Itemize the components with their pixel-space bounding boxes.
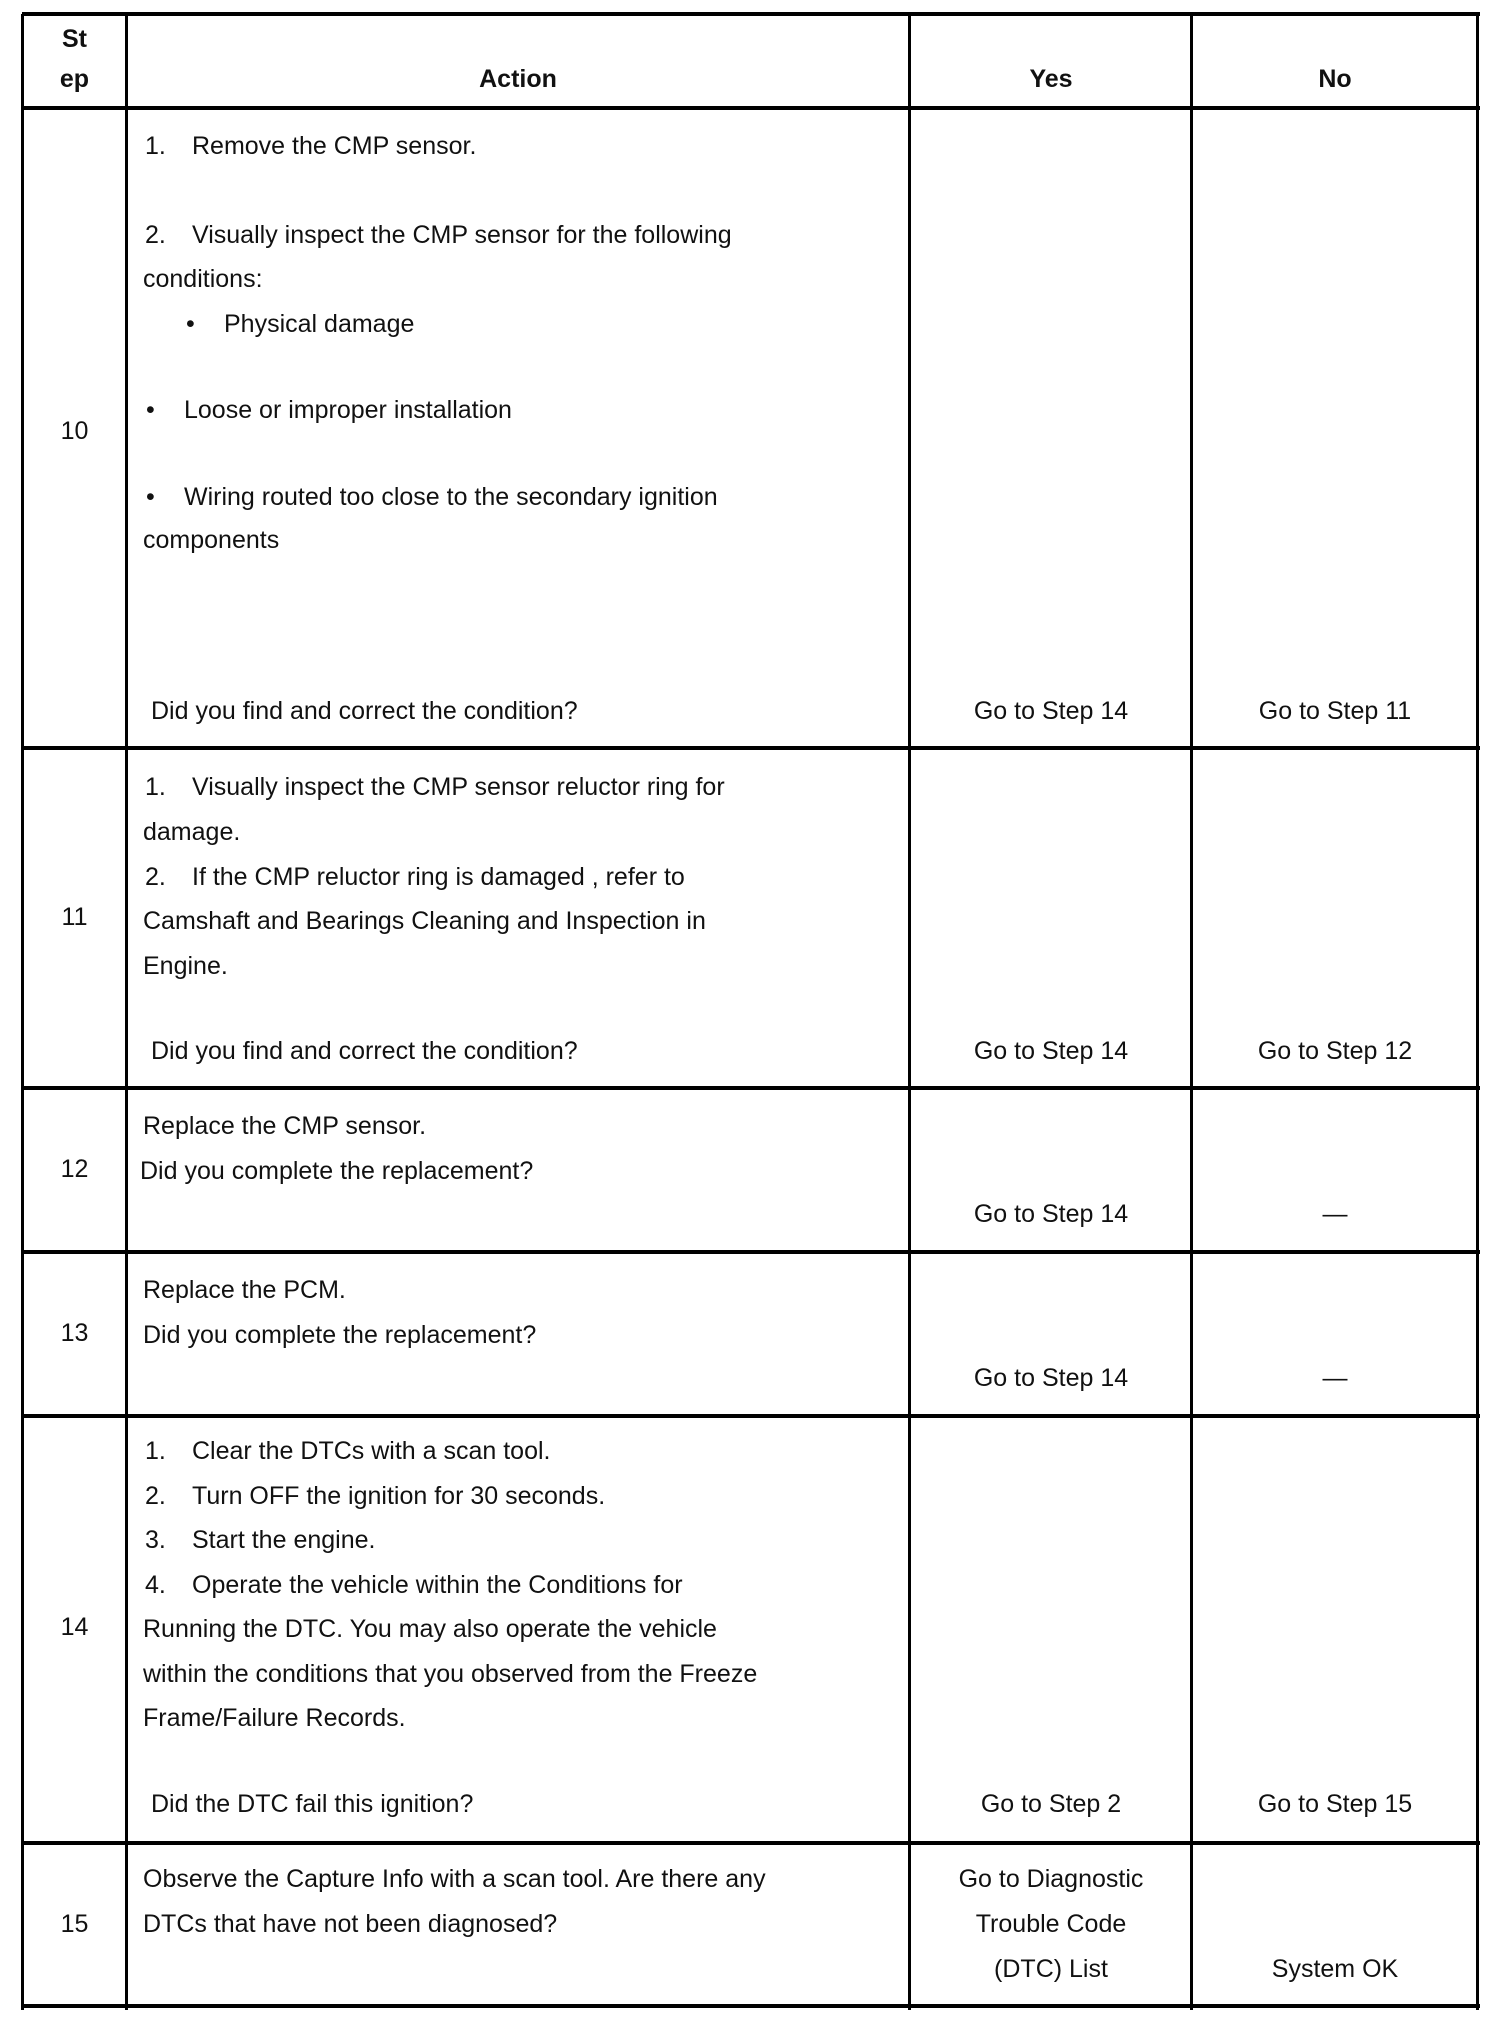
list-number: 2. xyxy=(145,863,166,891)
action-text: Operate the vehicle within the Conditions for xyxy=(192,1571,683,1599)
step-number: 14 xyxy=(60,1613,89,1641)
action-text: Start the engine. xyxy=(192,1526,376,1554)
yes-result: Go to Diagnostic xyxy=(958,1865,1144,1893)
step-number: 12 xyxy=(60,1155,89,1183)
action-text: Wiring routed too close to the secondary ignition xyxy=(184,483,718,511)
yes-result: Go to Step 14 xyxy=(973,1200,1129,1228)
action-text: Turn OFF the ignition for 30 seconds. xyxy=(192,1482,606,1510)
no-result: — xyxy=(1322,1364,1348,1392)
action-text: Engine. xyxy=(143,952,228,980)
yes-result: Go to Step 14 xyxy=(973,1364,1129,1392)
yes-result: Go to Step 14 xyxy=(973,1037,1129,1065)
table-border xyxy=(908,14,911,2010)
yes-result: Go to Step 14 xyxy=(973,697,1129,725)
header-step: ep xyxy=(59,65,90,93)
header-no: No xyxy=(1318,65,1352,93)
action-text: damage. xyxy=(143,818,241,846)
yes-result: Go to Step 2 xyxy=(980,1790,1122,1818)
table-border xyxy=(22,1841,1480,1845)
step-number: 15 xyxy=(60,1910,89,1938)
step-number: 10 xyxy=(60,417,89,445)
no-result: Go to Step 12 xyxy=(1257,1037,1413,1065)
list-number: 1. xyxy=(145,1437,166,1465)
question-text: Did you find and correct the condition? xyxy=(151,1037,578,1065)
action-text: components xyxy=(143,526,280,554)
action-text: Observe the Capture Info with a scan tool. Are there any xyxy=(143,1865,766,1893)
table-border xyxy=(22,1250,1480,1254)
action-text: If the CMP reluctor ring is damaged , refer to xyxy=(192,863,685,891)
table-border xyxy=(22,12,1480,16)
table-border xyxy=(1190,14,1193,2010)
action-text: Replace the CMP sensor. xyxy=(143,1112,427,1140)
table-border xyxy=(1476,14,1479,2010)
action-text: conditions: xyxy=(143,265,263,293)
list-number: 3. xyxy=(145,1526,166,1554)
no-result: Go to Step 11 xyxy=(1258,697,1412,725)
action-text: Frame/Failure Records. xyxy=(143,1704,406,1732)
table-border xyxy=(125,14,128,2010)
action-text: Running the DTC. You may also operate the vehicle xyxy=(143,1615,717,1643)
list-number: 4. xyxy=(145,1571,166,1599)
no-result: Go to Step 15 xyxy=(1257,1790,1413,1818)
table-border xyxy=(21,14,24,2010)
yes-result: Trouble Code xyxy=(975,1910,1127,1938)
bullet: • xyxy=(186,310,195,338)
question-text: Did you complete the replacement? xyxy=(143,1321,537,1349)
no-result: — xyxy=(1322,1200,1348,1228)
action-text: Clear the DTCs with a scan tool. xyxy=(192,1437,551,1465)
table-border xyxy=(22,1414,1480,1418)
action-text: within the conditions that you observed from the Freeze xyxy=(143,1660,758,1688)
header-action: Action xyxy=(479,65,557,93)
list-number: 1. xyxy=(145,773,166,801)
action-text: Replace the PCM. xyxy=(143,1276,346,1304)
action-text: Visually inspect the CMP sensor for the following xyxy=(192,221,732,249)
question-text: DTCs that have not been diagnosed? xyxy=(143,1910,558,1938)
list-number: 2. xyxy=(145,221,166,249)
table-border xyxy=(22,746,1480,750)
no-result: System OK xyxy=(1271,1955,1399,1983)
question-text: Did you complete the replacement? xyxy=(140,1157,534,1185)
bullet: • xyxy=(146,396,155,424)
step-number: 11 xyxy=(61,903,88,931)
header-yes: Yes xyxy=(1029,65,1073,93)
bullet: • xyxy=(146,483,155,511)
list-number: 1. xyxy=(145,132,166,160)
table-border xyxy=(22,2004,1480,2008)
question-text: Did the DTC fail this ignition? xyxy=(151,1790,474,1818)
list-number: 2. xyxy=(145,1482,166,1510)
step-number: 13 xyxy=(60,1319,89,1347)
action-text: Remove the CMP sensor. xyxy=(192,132,477,160)
action-text: Physical damage xyxy=(224,310,415,338)
action-text: Loose or improper installation xyxy=(184,396,512,424)
table-border xyxy=(22,106,1480,110)
question-text: Did you find and correct the condition? xyxy=(151,697,578,725)
table-border xyxy=(22,1086,1480,1090)
action-text: Visually inspect the CMP sensor reluctor ring for xyxy=(192,773,725,801)
action-text: Camshaft and Bearings Cleaning and Inspection in xyxy=(143,907,706,935)
header-step: St xyxy=(62,25,87,53)
yes-result: (DTC) List xyxy=(994,1955,1108,1983)
